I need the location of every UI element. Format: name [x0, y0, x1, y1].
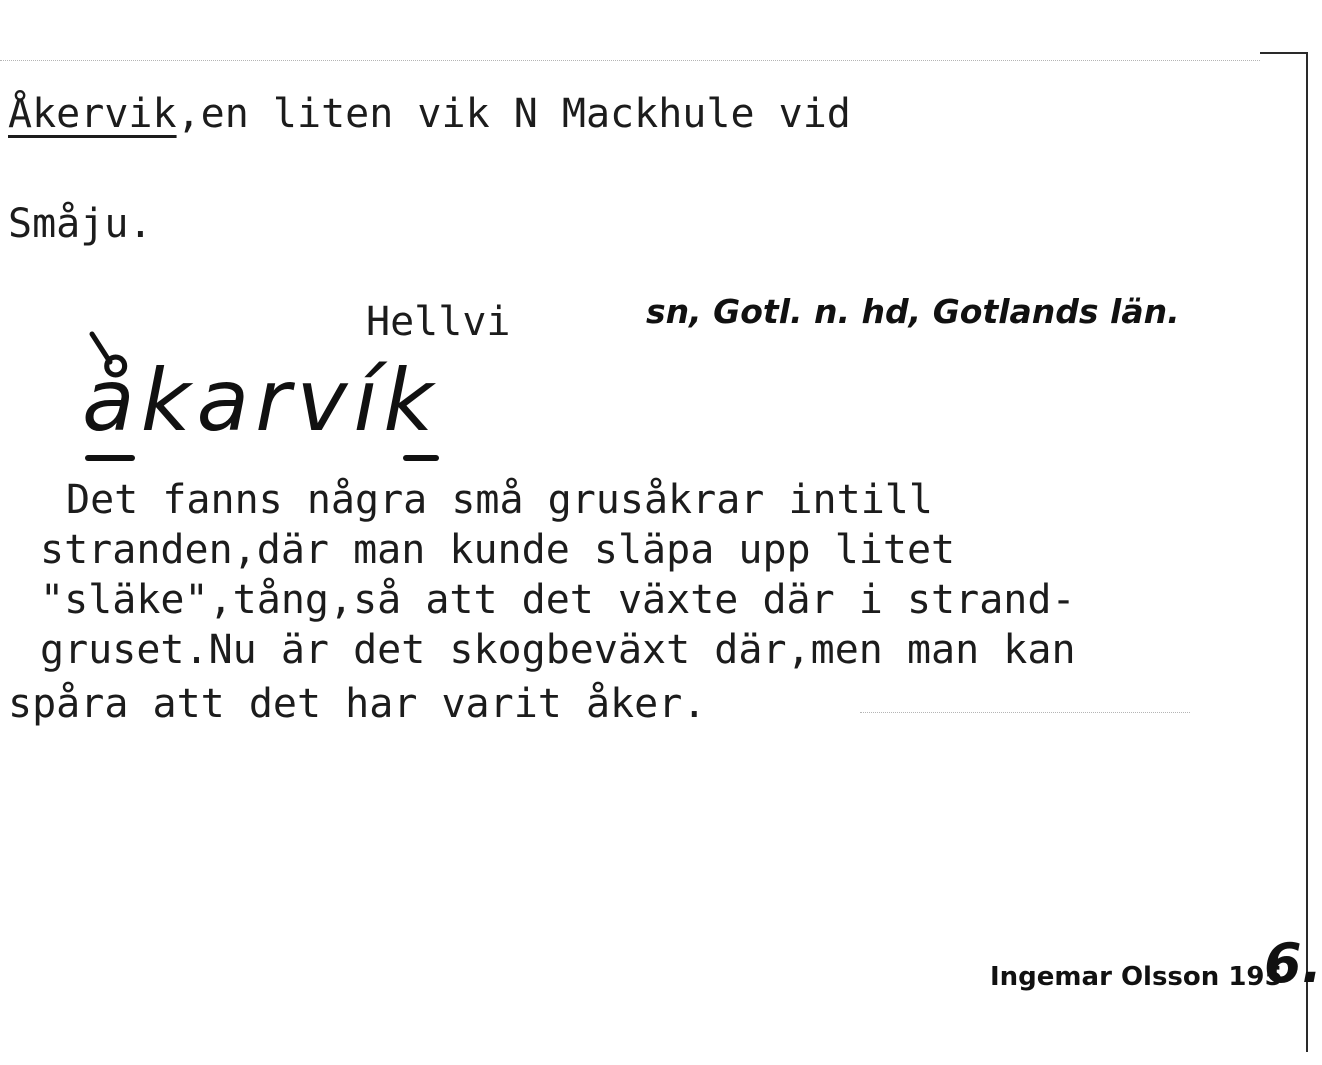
- headword: Åkervik: [8, 91, 177, 137]
- description-line: "släke",tång,så att det växte där i strand-: [40, 577, 1076, 623]
- definition-line-2: Småju.: [8, 201, 153, 247]
- year-digit: 6.: [1264, 932, 1322, 995]
- collector-signature: Ingemar Olsson 195: [990, 962, 1283, 992]
- definition-line-1-rest: ,en liten vik N Mackhule vid: [176, 91, 851, 137]
- description-line: Det fanns några små grusåkrar intill: [66, 477, 933, 523]
- ruled-line: [0, 60, 1260, 61]
- card-edge-right: [1306, 52, 1308, 1052]
- ruled-line: [860, 712, 1190, 713]
- location-label: sn, Gotl. n. hd, Gotlands län.: [646, 292, 1180, 331]
- description-line: spåra att det har varit åker.: [8, 681, 707, 727]
- description-line: stranden,där man kunde släpa upp litet: [40, 527, 956, 573]
- description-line: gruset.Nu är det skogbeväxt där,men man kan: [40, 627, 1076, 673]
- definition-line-1: [8, 91, 851, 137]
- handwritten-pronunciation: [80, 322, 540, 472]
- handwritten-pronunciation-text: åkarvík: [82, 351, 440, 451]
- parish-name: Hellvi: [366, 299, 511, 345]
- card-edge-top: [1260, 52, 1308, 54]
